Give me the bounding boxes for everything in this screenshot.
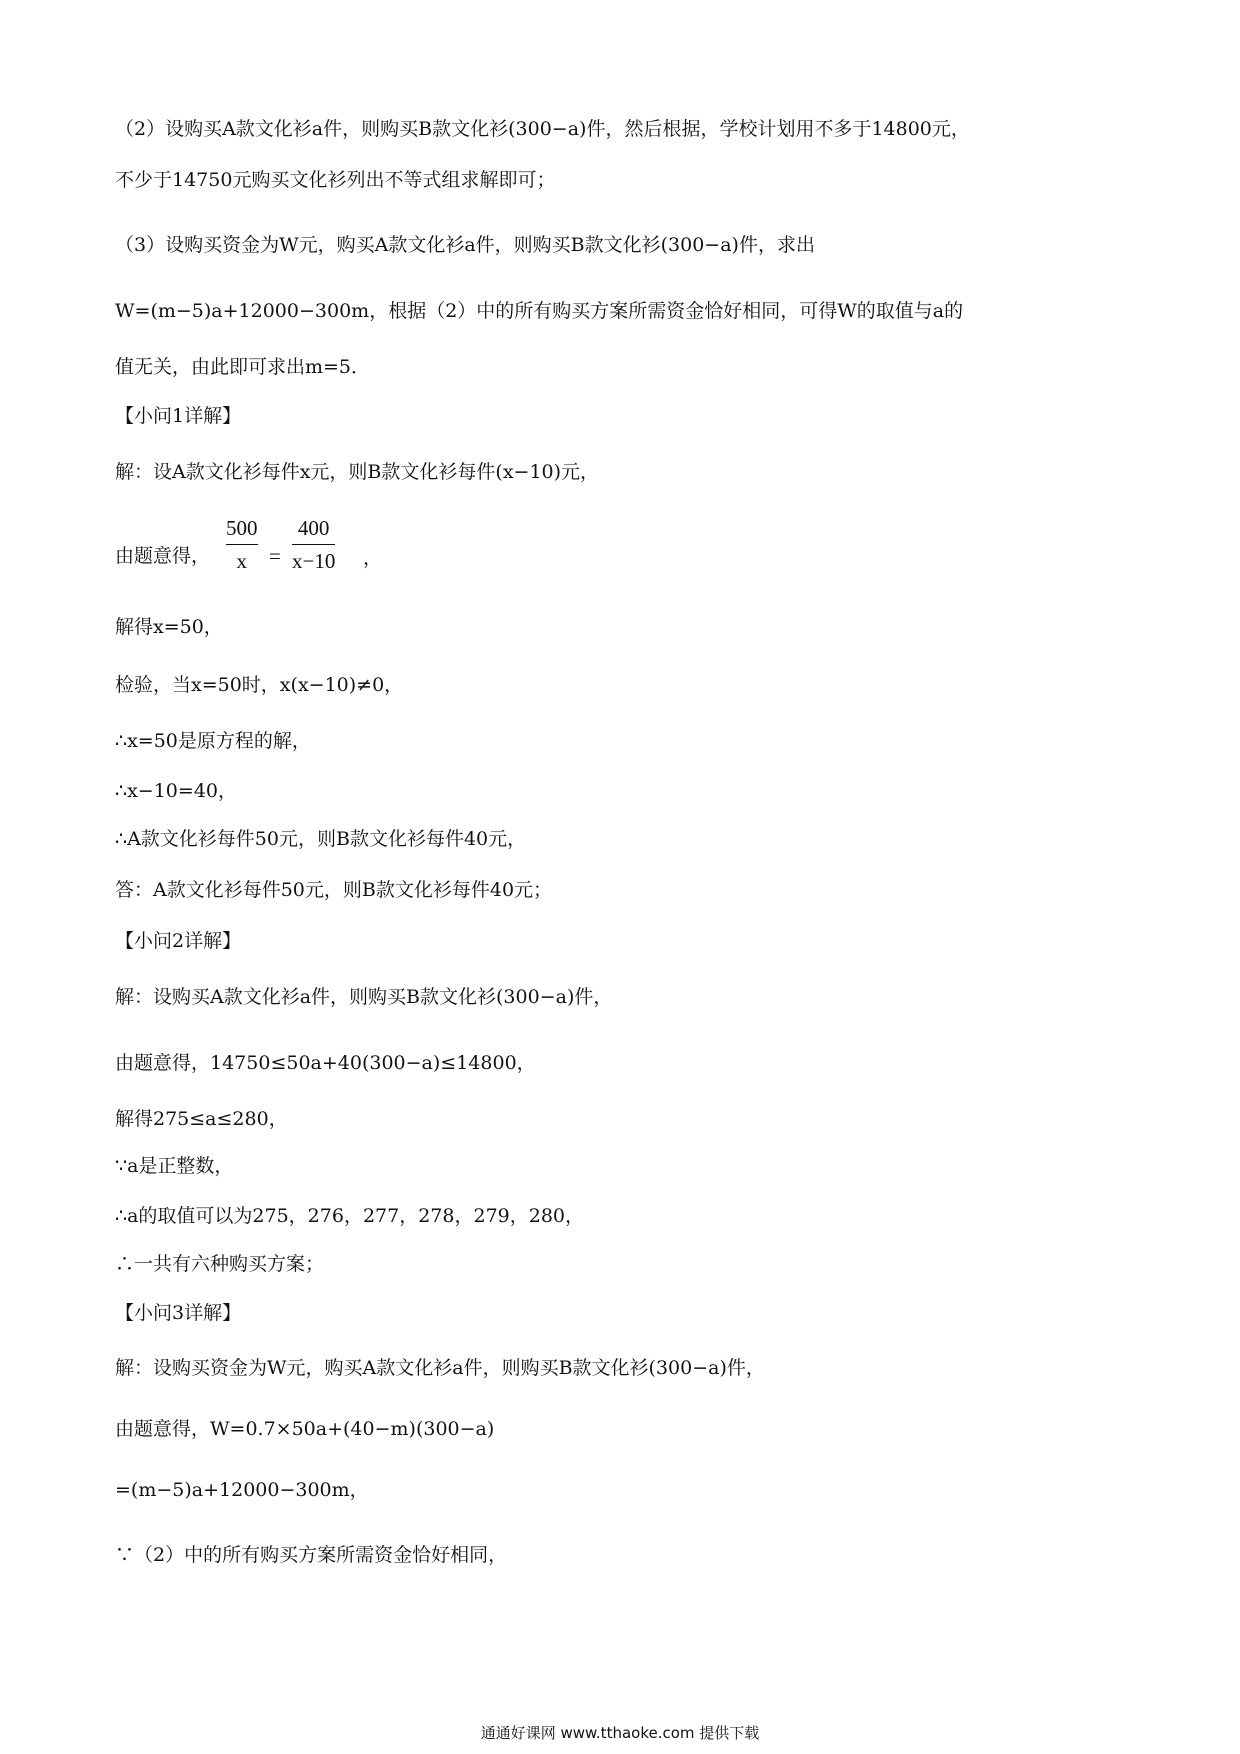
line-13: ∴A款文化衫每件50元，则B款文化衫每件40元， bbox=[115, 828, 527, 850]
line-7: 解：设A款文化衫每件x元，则B款文化衫每件(x−10)元， bbox=[115, 461, 600, 483]
fraction-right bbox=[292, 514, 335, 575]
line-17: 由题意得，14750≤50a+40(300−a)≤14800， bbox=[115, 1052, 536, 1074]
line-12: ∴x−10=40， bbox=[115, 780, 237, 802]
equals-sign: = bbox=[269, 544, 281, 568]
footer: 通通好课网 www.tthaoke.com 提供下载 bbox=[480, 1724, 760, 1742]
line-25: =(m−5)a+12000−300m， bbox=[115, 1479, 369, 1501]
line-3: （3）设购买资金为W元，购买A款文化衫a件，则购买B款文化衫(300−a)件，求出 bbox=[115, 234, 815, 256]
fraction-left-numerator: 500 bbox=[226, 516, 258, 540]
fraction-right-bar bbox=[292, 544, 335, 545]
fraction-right-numerator: 400 bbox=[297, 516, 330, 540]
line-14: 答：A款文化衫每件50元，则B款文化衫每件40元； bbox=[115, 879, 553, 901]
section-heading-2: 【小问2详解】 bbox=[115, 930, 242, 952]
line-9: 解得x=50， bbox=[115, 616, 223, 638]
line-10: 检验，当x=50时，x(x−10)≠0， bbox=[115, 674, 404, 696]
line-26: ∵（2）中的所有购买方案所需资金恰好相同， bbox=[115, 1544, 508, 1566]
line-21: ∴一共有六种购买方案； bbox=[115, 1253, 325, 1275]
line-8: 由题意得， bbox=[115, 545, 211, 567]
line-4: W=(m−5)a+12000−300m，根据（2）中的所有购买方案所需资金恰好相同，可得W的取值与a的 bbox=[115, 300, 964, 322]
fraction-left-bar bbox=[226, 544, 258, 545]
section-heading-1: 【小问1详解】 bbox=[115, 405, 242, 427]
line-19: ∵a是正整数， bbox=[115, 1155, 234, 1177]
line-11: ∴x=50是原方程的解， bbox=[115, 730, 311, 752]
line-1: （2）设购买A款文化衫a件，则购买B款文化衫(300−a)件，然后根据，学校计划用不多于14800元， bbox=[115, 118, 970, 140]
line-20: ∴a的取值可以为275，276，277，278，279，280， bbox=[115, 1205, 585, 1227]
line-5: 值无关，由此即可求出m=5． bbox=[115, 356, 371, 378]
line-23: 解：设购买资金为W元，购买A款文化衫a件，则购买B款文化衫(300−a)件， bbox=[115, 1357, 765, 1379]
line-18: 解得275≤a≤280， bbox=[115, 1108, 288, 1130]
fraction-left bbox=[226, 514, 258, 575]
fraction-left-denominator: x bbox=[236, 549, 247, 573]
line-2: 不少于14750元购买文化衫列出不等式组求解即可； bbox=[115, 169, 556, 191]
line-24: 由题意得，W=0.7×50a+(40−m)(300−a) bbox=[115, 1418, 495, 1440]
line-16: 解：设购买A款文化衫a件，则购买B款文化衫(300−a)件， bbox=[115, 986, 613, 1008]
fraction-right-denominator: x−10 bbox=[292, 549, 336, 573]
fraction-comma: ， bbox=[363, 547, 383, 569]
section-heading-3: 【小问3详解】 bbox=[115, 1302, 242, 1324]
